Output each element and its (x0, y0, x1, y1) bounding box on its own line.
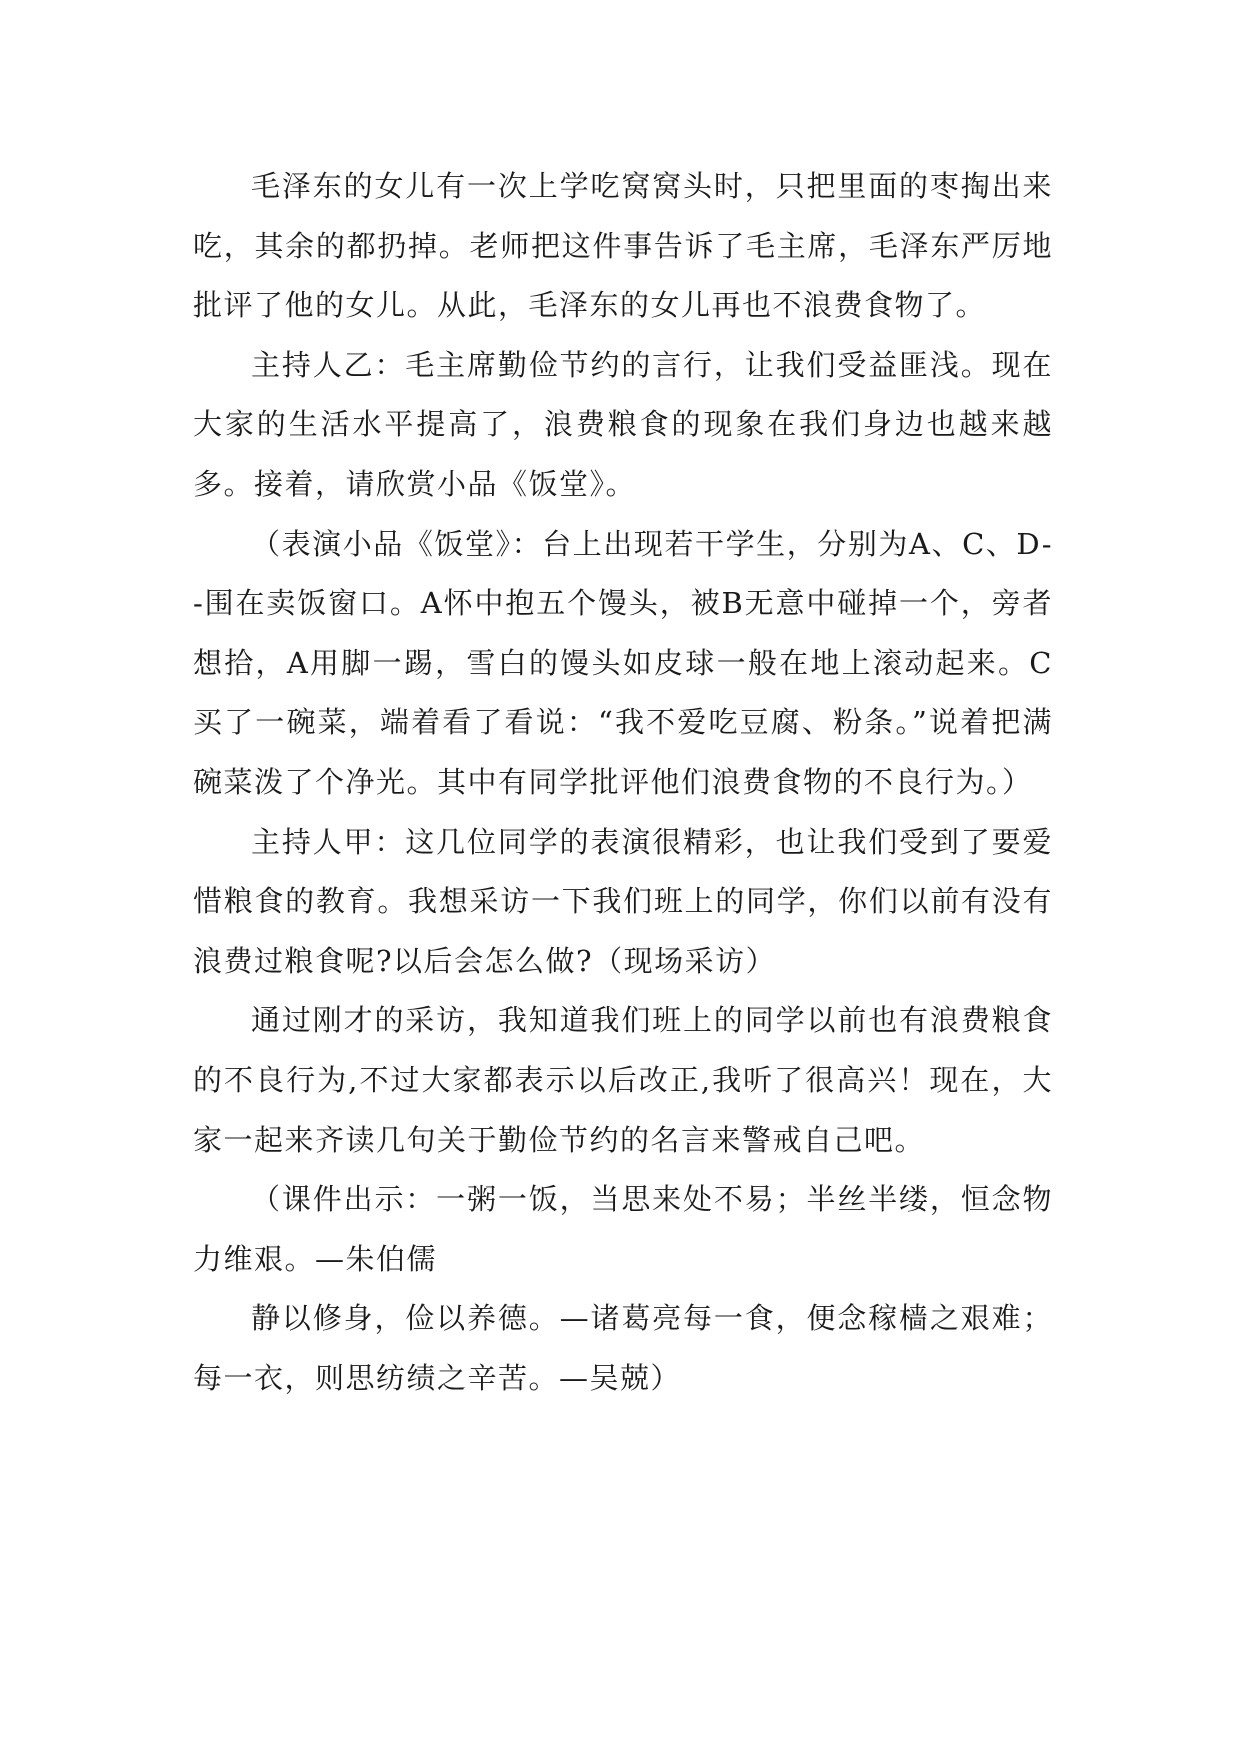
document-body (193, 157, 1053, 1408)
paragraph: 主持人甲：这几位同学的表演很精彩，也让我们受到了要爱惜粮食的教育。我想采访一下我们班上的同学，你们以前有没有浪费过粮食呢?以后会怎么做?（现场采访） (193, 824, 1053, 978)
paragraph: （表演小品《饭堂》：台上出现若干学生，分别为A、C、D--围在卖饭窗口。A怀中抱五个馒头，被B无意中碰掉一个，旁者想拾，A用脚一踢，雪白的馒头如皮球一般在地上滚动起来。C买了一碗菜，端着看了看说：“我不爱吃豆腐、粉条。”说着把满碗菜泼了个净光。其中有同学批评他们浪费食物的不良行为。） (193, 526, 1053, 799)
paragraph: 通过刚才的采访，我知道我们班上的同学以前也有浪费粮食的不良行为,不过大家都表示以后改正,我听了很高兴！现在，大家一起来齐读几句关于勤俭节约的名言来警戒自己吧。 (193, 1003, 1053, 1157)
paragraph: （课件出示：一粥一饭，当思来处不易；半丝半缕，恒念物力维艰。—朱伯儒 (193, 1182, 1053, 1276)
paragraph: 毛泽东的女儿有一次上学吃窝窝头时，只把里面的枣掏出来吃，其余的都扔掉。老师把这件事告诉了毛主席，毛泽东严厉地批评了他的女儿。从此，毛泽东的女儿再也不浪费食物了。 (193, 169, 1053, 323)
paragraph: 静以修身，俭以养德。—诸葛亮每一食，便念稼樯之艰难；每一衣，则思纺绩之辛苦。—吴兢） (193, 1301, 1053, 1395)
paragraph: 主持人乙：毛主席勤俭节约的言行，让我们受益匪浅。现在大家的生活水平提高了，浪费粮食的现象在我们身边也越来越多。接着，请欣赏小品《饭堂》。 (193, 347, 1053, 501)
